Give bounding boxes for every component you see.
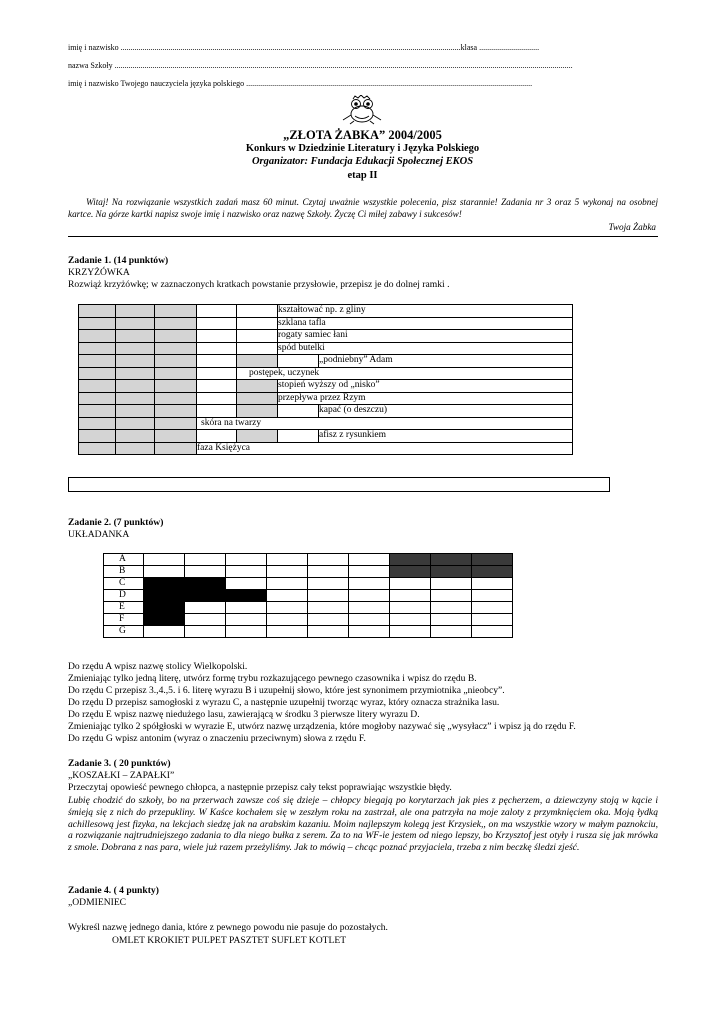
teacher-name-line[interactable]: imię i nazwisko Twojego nauczyciela języka polskiego ............................................................................................................................................... — [68, 79, 533, 88]
task3-instruction: Przeczytaj opowieść pewnego chłopca, a następnie przepisz cały tekst poprawiając wszystkie błędy. — [68, 782, 452, 793]
task2-line: Zmieniając tylko jedną literę, utwórz formę trybu rozkazującego pewnego czasownika i wpisz do rzędu B. — [68, 673, 477, 684]
puzzle-row[interactable] — [104, 566, 513, 578]
crossword-clue: kształtować np. z gliny — [278, 305, 573, 318]
crossword-clue: skóra na twarzy — [197, 417, 573, 430]
row-label: E — [104, 602, 144, 614]
crossword-grid[interactable] — [78, 304, 573, 455]
contest-title: „ZŁOTA ŻABKA” 2004/2005 — [283, 128, 442, 142]
crossword-clue: faza Księżyca — [197, 442, 573, 455]
crossword-clue: afisz z rysunkiem — [319, 430, 573, 443]
task2-line: Do rzędu A wpisz nazwę stolicy Wielkopolski. — [68, 661, 248, 672]
crossword-row[interactable] — [79, 305, 573, 318]
crossword-row[interactable] — [79, 405, 573, 418]
row-label: B — [104, 566, 144, 578]
crossword-row[interactable] — [79, 392, 573, 405]
task4-dishes[interactable]: OMLET KROKIET PULPET PASZTET SUFLET KOTLET — [112, 935, 347, 946]
contest-subtitle: Konkurs w Dziedzinie Literatury i Języka Polskiego — [245, 143, 480, 154]
contest-organizer: Organizator: Fundacja Edukacji Społecznej EKOS — [251, 156, 474, 167]
crossword-clue: stopień wyższy od „nisko” — [278, 380, 573, 393]
crossword-row[interactable] — [79, 380, 573, 393]
crossword-clue: „podniebny” Adam — [319, 355, 573, 368]
task2-line: Do rzędu D przepisz samogłoski z wyrazu C, a następnie uzupełnij tworząc wyraz, który oznacza strażnika lasu. — [68, 697, 500, 708]
crossword-row[interactable] — [79, 342, 573, 355]
task2-heading: Zadanie 2. (7 punktów) — [68, 517, 164, 528]
task4-name: „ODMIENIEC — [68, 897, 127, 908]
task2-name: UKŁADANKA — [68, 529, 130, 540]
crossword-row[interactable] — [79, 317, 573, 330]
task4-heading: Zadanie 4. ( 4 punkty) — [68, 885, 159, 896]
intro-signature: Twoja Żabka — [608, 222, 656, 232]
row-label: D — [104, 590, 144, 602]
task3-heading: Zadanie 3. ( 20 punktów) — [68, 758, 171, 769]
task2-line: Do rzędu C przepisz 3.,4.,5. i 6. literę wyrazu B i uzupełnij słowo, które jest synonimem przymiotnika „nieobcy”. — [68, 685, 505, 696]
task2-line: Zmieniając tylko 2 spółgłoski w wyrazie E, utwórz nazwę urządzenia, które mogłoby nazywać się „wysyłacz” i wpisz ją do rzędu F. — [68, 721, 576, 732]
crossword-row[interactable] — [79, 430, 573, 443]
row-label: G — [104, 626, 144, 638]
row-label: F — [104, 614, 144, 626]
student-name-line[interactable]: imię i nazwisko ..........................................................................................................................................................................klasa .............................. — [68, 43, 540, 52]
crossword-row[interactable] — [79, 355, 573, 368]
puzzle-row[interactable] — [104, 590, 513, 602]
proverb-answer-box[interactable] — [68, 477, 610, 492]
crossword-clue: rogaty samiec łani — [278, 330, 573, 343]
frog-logo — [340, 95, 385, 125]
crossword-clue: kapać (o deszczu) — [319, 405, 573, 418]
school-name-line[interactable]: nazwa Szkoły ..................................................................................................................................................................................................................................... — [68, 61, 573, 70]
crossword-clue: postępek, uczynek — [237, 367, 573, 380]
crossword-row[interactable] — [79, 330, 573, 343]
row-label: A — [104, 554, 144, 566]
crossword-clue: przepływa przez Rzym — [278, 392, 573, 405]
crossword-row[interactable] — [79, 442, 573, 455]
task2-line: Do rzędu G wpisz antonim (wyraz o znaczeniu przeciwnym) słowa z rzędu F. — [68, 733, 366, 744]
task1-name: KRZYŻÓWKA — [68, 267, 130, 278]
crossword-clue: spód butelki — [278, 342, 573, 355]
puzzle-row[interactable] — [104, 554, 513, 566]
intro-text: Witaj! Na rozwiązanie wszystkich zadań masz 60 minut. Czytaj uważnie wszystkie polecenia, pisz starannie! Zadania nr 3 oraz 5 wykonaj na osobnej kartce. Na górze kartki napisz swoje imię i nazwisko oraz nazwę Szkoły. Życzę Ci miłej zabawy i sukcesów! — [68, 197, 658, 219]
task1-heading: Zadanie 1. (14 punktów) — [68, 255, 169, 266]
crossword-row[interactable] — [79, 367, 573, 380]
task4-instruction: Wykreśl nazwę jednego dania, które z pewnego powodu nie pasuje do pozostałych. — [68, 922, 388, 933]
crossword-row[interactable] — [79, 417, 573, 430]
puzzle-grid[interactable] — [103, 553, 513, 638]
puzzle-row[interactable] — [104, 602, 513, 614]
puzzle-row[interactable] — [104, 626, 513, 638]
puzzle-row[interactable] — [104, 614, 513, 626]
crossword-clue: szklana tafla — [278, 317, 573, 330]
task1-instruction: Rozwiąż krzyżówkę; w zaznaczonych kratkach powstanie przysłowie, przepisz je do dolnej ramki . — [68, 279, 450, 290]
task3-story: Lubię chodzić do szkoły, bo na przerwach zawsze coś się dzieje – chłopcy biegają po korytarzach jak pies z pęcherzem, a dziewczyny stoją w kącie i śmieją się z nich do przepukliny. W Kaśce kochałem się w zeszłym roku na zastrzał, ale ona patrzyła na moje zaloty z przymknięciem oka. Moją łydką achillesową jest fizyka, na lekcjach siedzę jak na arabskim kazaniu. Moim najlepszym kolegą jest Krzysiek,, on ma wszystkie wzory w małym paznokciu, a rozwiązanie najtrudniejszego zadania to dla niego bułka z serem. Za to na WF-ie jestem od niego lepszy, bo Krzysztof jest otyły i rusza się jak mrówka z smole. Dobrana z nas para, wiele już razem przeżyliśmy. Jak to mówią – chcąc poznać przyjaciela, trzeba z nim beczkę śledzi zjeść. — [68, 795, 658, 854]
task3-name: „KOSZAŁKI – ZAPAŁKI” — [68, 770, 175, 781]
divider — [68, 236, 658, 237]
contest-stage: etap II — [347, 170, 378, 181]
task2-line: Do rzędu E wpisz nazwę niedużego lasu, zawierającą w środku 3 pierwsze litery wyrazu D. — [68, 709, 420, 720]
puzzle-row[interactable] — [104, 578, 513, 590]
row-label: C — [104, 578, 144, 590]
